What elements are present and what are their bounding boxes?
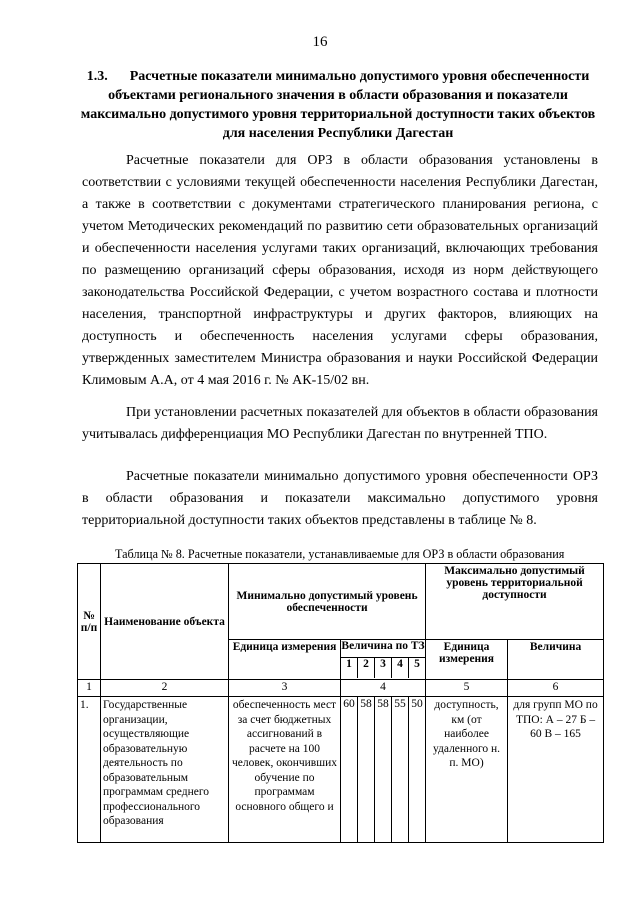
row-num: 1.: [78, 697, 101, 843]
row-value-2: 58: [358, 697, 375, 843]
row-value-1: 60: [341, 697, 358, 843]
header-name: Наименование объекта: [101, 564, 229, 680]
col-number-5: 5: [426, 680, 508, 697]
col-number-1: 1: [78, 680, 101, 697]
tz-subheaders: [341, 658, 425, 678]
tz-1: 1: [341, 658, 358, 678]
tz-4: 4: [392, 658, 409, 678]
paragraph-3: Расчетные показатели минимально допустимого уровня обеспеченности ОРЗ в области образования и показатели максимально допустимого уровня территориальной доступности таких объектов представлены в таблице № 8.: [82, 469, 598, 528]
section-title: Расчетные показатели минимально допустимого уровня обеспеченности объектами регионального значения в области образования и показатели максимально допустимого уровня территориальной доступности таких объектов для населения Республики Дагестан: [80, 69, 596, 141]
tz-2: 2: [358, 658, 375, 678]
header-unit-2: Единица измерения: [426, 640, 508, 680]
header-min-level: Минимально допустимый уровень обеспеченности: [229, 564, 426, 640]
header-unit: Единица измерения: [229, 640, 341, 680]
page-number: 16: [312, 34, 328, 50]
col-number-2: 2: [101, 680, 229, 697]
header-value-tz: [341, 640, 426, 680]
paragraph-2: При установлении расчетных показателей для объектов в области образования учитывалась дифференциация МО Республики Дагестан по внутренней ТПО.: [82, 405, 598, 442]
table-header-row: [78, 564, 604, 640]
col-number-4: 4: [341, 680, 426, 697]
header-value: Величина: [508, 640, 604, 680]
row-name: Государственные организации, осуществляющие образовательную деятельность по образовательным программам среднего профессионального образования: [101, 697, 229, 843]
row-unit: обеспеченность мест за счет бюджетных ассигнований в расчете на 100 человек, окончивших обучение по программам основного общего и: [229, 697, 341, 843]
header-value-tz-label: Величина по ТЗ: [341, 640, 425, 658]
standards-table: [77, 563, 604, 843]
col-number-3: 3: [229, 680, 341, 697]
col-number-6: 6: [508, 680, 604, 697]
tz-3: 3: [375, 658, 392, 678]
header-num: № п/п: [78, 564, 101, 680]
section-number: 1.3.: [86, 69, 108, 84]
column-number-row: [78, 680, 604, 697]
section-heading: [78, 67, 598, 143]
tz-5: 5: [414, 658, 420, 670]
row-value-4: 55: [392, 697, 409, 843]
table-row: [78, 697, 604, 843]
paragraph-1: Расчетные показатели для ОРЗ в области образования установлены в соответствии с условиями текущей обеспеченности населения Республики Дагестан, а также в соответствии с документами стратегического планирования региона, с учетом Методических рекомендаций по развитию сети образовательных организаций и обеспеченности населения услугами таких организаций, включающих требования по размещению организаций сферы образования, исходя из норм действующего законодательства Российской Федерации, с учетом возрастного состава и плотности населения, транспортной инфраструктуры и других факторов, влияющих на доступность и обеспеченность населения услугами сферы образования, утвержденных заместителем Министра образования и науки Российской Федерации Климовым А.А, от 4 мая 2016 г. № АК-15/02 вн.: [82, 153, 598, 388]
header-max-level: Максимально допустимый уровень территориальной доступности: [426, 564, 604, 640]
row-value-5: 50: [409, 697, 426, 843]
row-access-value: для групп МО по ТПО: А – 27 Б – 60 В – 165: [508, 697, 604, 843]
table-caption: Таблица № 8. Расчетные показатели, устанавливаемые для ОРЗ в области образования: [115, 547, 565, 561]
row-value-3: 58: [375, 697, 392, 843]
row-access-unit: доступность, км (от наиболее удаленного н. п. МО): [426, 697, 508, 843]
